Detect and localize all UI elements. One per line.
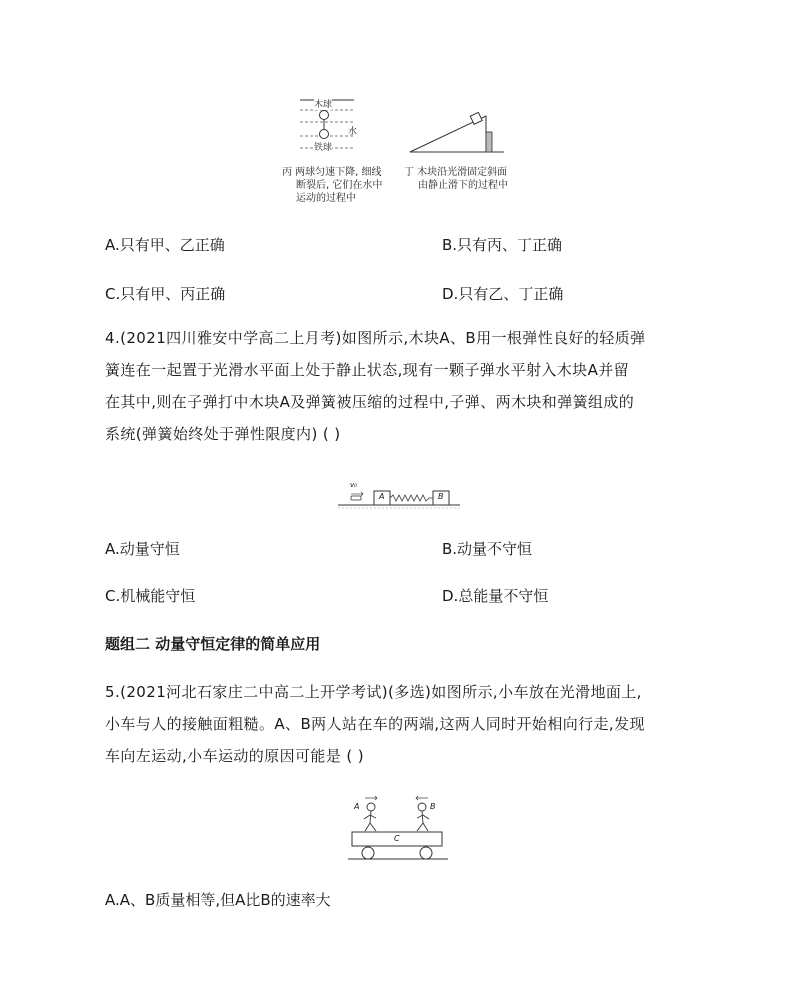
- q4-option-d: D.总能量不守恒: [442, 587, 549, 605]
- question-5-line: 5.(2021河北石家庄二中高二上开学考试)(多选)如图所示,小车放在光滑地面上,: [105, 683, 642, 701]
- label-wood-ball: 木球: [314, 97, 332, 110]
- q4-option-a: A.动量守恒: [105, 540, 180, 558]
- q3-option-a: A.只有甲、乙正确: [105, 236, 225, 254]
- caption-line: 断裂后, 它们在水中: [296, 180, 383, 191]
- caption-ding: [404, 166, 508, 192]
- q3-option-d: D.只有乙、丁正确: [442, 285, 564, 303]
- section-title: 题组二 动量守恒定律的简单应用: [105, 635, 321, 653]
- label-water: 水: [348, 127, 358, 137]
- question-4-line: 在其中,则在子弹打中木块A及弹簧被压缩的过程中,子弹、两木块和弹簧组成的: [105, 393, 635, 411]
- person-a-head: [367, 803, 375, 811]
- q3-option-b: B.只有丙、丁正确: [442, 236, 563, 254]
- person-a-label: A: [354, 802, 360, 811]
- q5-option-a: A.A、B质量相等,但A比B的速率大: [105, 891, 331, 909]
- cart-wheel: [362, 847, 374, 859]
- figure-bing: [282, 92, 402, 210]
- question-5-line: 车向左运动,小车运动的原因可能是 ( ): [105, 747, 365, 765]
- figure-cart: [348, 794, 448, 864]
- caption-bing: [282, 166, 382, 205]
- velocity-label: v₀: [350, 481, 357, 489]
- question-5-line: 小车与人的接触面粗糙。A、B两人站在车的两端,这两人同时开始相向行走,发现: [105, 715, 645, 733]
- caption-line: 运动的过程中: [296, 193, 356, 204]
- block-a-label: A: [379, 492, 385, 501]
- caption-line: 丁 木块沿光滑固定斜面: [404, 167, 508, 178]
- block-b-label: B: [438, 492, 444, 501]
- question-5: [105, 676, 645, 772]
- q4-option-b: B.动量不守恒: [442, 540, 533, 558]
- caption-line: 丙 两球匀速下降, 细线: [282, 167, 382, 178]
- q4-option-c: C.机械能守恒: [105, 587, 196, 605]
- incline-diagram: [408, 110, 508, 158]
- bullet: [351, 496, 361, 500]
- person-b-head: [418, 803, 426, 811]
- figure-ding: [404, 110, 524, 200]
- question-4-line: 簧连在一起置于光滑水平面上处于静止状态,现有一颗子弹水平射入木块A并留: [105, 361, 630, 379]
- caption-line: 由静止滑下的过程中: [418, 180, 508, 191]
- figure-bing-diagram: [282, 92, 402, 152]
- label-iron-ball: 铁球: [314, 140, 332, 153]
- cart-wheel: [420, 847, 432, 859]
- person-b-label: B: [430, 802, 436, 811]
- question-4: [105, 322, 646, 450]
- question-4-line: 4.(2021四川雅安中学高二上月考)如图所示,木块A、B用一根弹性良好的轻质弹: [105, 329, 646, 347]
- figure-spring-blocks: [336, 482, 462, 512]
- question-4-line: 系统(弹簧始终处于弹性限度内) ( ): [105, 425, 341, 443]
- q3-option-c: C.只有甲、丙正确: [105, 285, 226, 303]
- cart-label: C: [394, 834, 400, 843]
- spring: [390, 495, 433, 501]
